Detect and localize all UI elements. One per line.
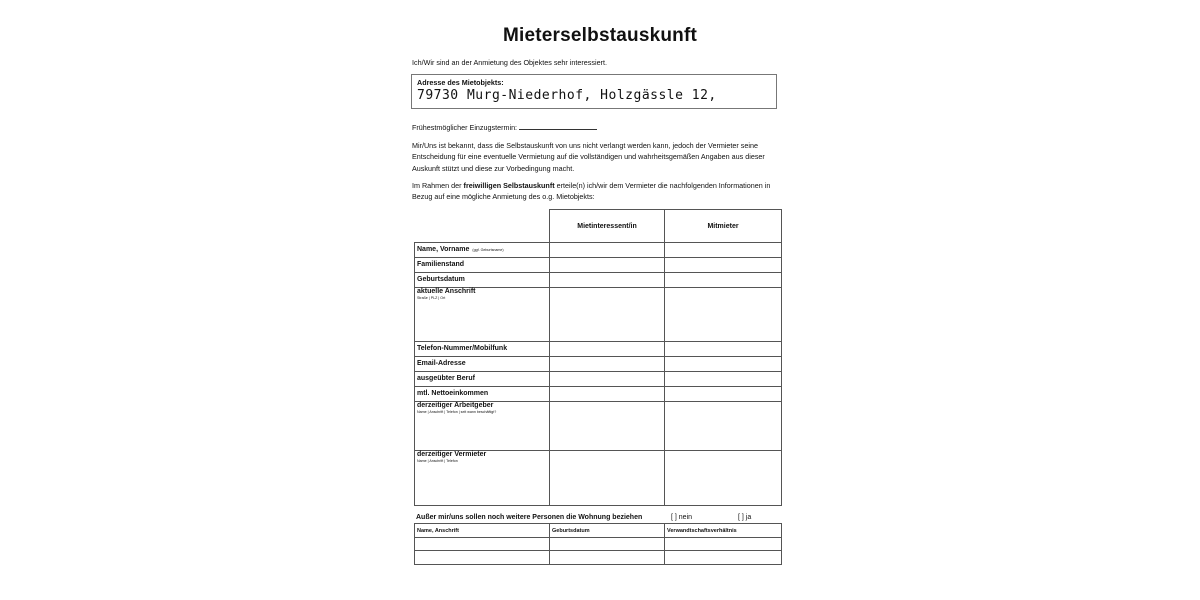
co-tenant-cell[interactable] xyxy=(665,258,782,273)
table-row xyxy=(415,342,782,357)
applicant-cell[interactable] xyxy=(550,387,665,402)
table-row xyxy=(415,258,782,273)
row-note: Name | Anschrift | Telefon xyxy=(417,459,458,463)
row-note: (ggf. Geburtsname) xyxy=(472,248,504,252)
row-label: derzeitiger Arbeitgeber xyxy=(417,402,494,409)
applicant-cell[interactable] xyxy=(550,342,665,357)
applicant-cell[interactable] xyxy=(550,273,665,288)
persons-header-relationship: Verwandtschaftsverhältnis xyxy=(665,524,782,538)
persons-header-row xyxy=(415,524,782,538)
move-in-date-field[interactable] xyxy=(519,122,597,130)
co-tenant-cell[interactable] xyxy=(665,387,782,402)
row-label: derzeitiger Vermieter xyxy=(417,451,487,458)
table-row xyxy=(415,387,782,402)
row-label-cell xyxy=(415,372,550,387)
additional-persons-question: Außer mir/uns sollen noch weitere Personen die Wohnung beziehen xyxy=(416,514,643,521)
consent-paragraph xyxy=(412,180,790,203)
applicant-cell[interactable] xyxy=(550,402,665,451)
persons-cell[interactable] xyxy=(665,538,782,551)
persons-cell[interactable] xyxy=(415,538,550,551)
co-tenant-cell[interactable] xyxy=(665,451,782,506)
header-applicant: Mietinteressent/in xyxy=(550,210,665,243)
row-label: Familienstand xyxy=(417,261,465,268)
option-yes-checkbox[interactable]: [ ] ja xyxy=(738,514,752,521)
persons-cell[interactable] xyxy=(550,551,665,565)
applicant-cell[interactable] xyxy=(550,451,665,506)
row-label: Telefon-Nummer/Mobilfunk xyxy=(417,345,508,352)
row-label-cell xyxy=(415,451,550,506)
consent-bold: freiwilligen Selbstauskunft xyxy=(463,181,555,190)
co-tenant-cell[interactable] xyxy=(665,402,782,451)
row-label: aktuelle Anschrift xyxy=(417,288,476,295)
persons-cell[interactable] xyxy=(550,538,665,551)
applicant-cell[interactable] xyxy=(550,357,665,372)
persons-cell[interactable] xyxy=(665,551,782,565)
table-row xyxy=(415,243,782,258)
applicant-cell[interactable] xyxy=(550,372,665,387)
header-blank-cell xyxy=(415,210,550,243)
row-label: ausgeübter Beruf xyxy=(417,375,475,382)
header-co-tenant: Mitmieter xyxy=(665,210,782,243)
table-row xyxy=(415,551,782,565)
persons-table xyxy=(414,523,782,565)
page-title: Mieterselbstauskunft xyxy=(502,25,698,46)
persons-header-name: Name, Anschrift xyxy=(415,524,550,538)
applicant-cell[interactable] xyxy=(550,243,665,258)
row-label-cell xyxy=(415,387,550,402)
row-note: Name | Anschrift | Telefon | seit wann beschäftigt? xyxy=(417,410,497,414)
co-tenant-cell[interactable] xyxy=(665,357,782,372)
table-row xyxy=(415,288,782,342)
row-label: Name, Vorname xyxy=(417,246,470,253)
table-row xyxy=(415,538,782,551)
applicant-table xyxy=(414,209,782,506)
table-header-row xyxy=(415,210,782,243)
info-paragraph: Mir/Uns ist bekannt, dass die Selbstauskunft von uns nicht verlangt werden kann, jedoch der Vermieter seine Entscheidung für eine eventuelle Vermietung auf die vollständigen und wahrheitsgemäßen Angaben aus dieser Auskunft stützt und diese zur Vorbedingung macht. xyxy=(412,141,765,173)
applicant-cell[interactable] xyxy=(550,288,665,342)
table-row xyxy=(415,357,782,372)
table-row xyxy=(415,372,782,387)
intro-text: Ich/Wir sind an der Anmietung des Objektes sehr interessiert. xyxy=(412,58,607,67)
co-tenant-cell[interactable] xyxy=(665,273,782,288)
table-row xyxy=(415,273,782,288)
option-no-checkbox[interactable]: [ ] nein xyxy=(671,514,693,521)
persons-cell[interactable] xyxy=(415,551,550,565)
row-label: mtl. Nettoeinkommen xyxy=(417,390,489,397)
co-tenant-cell[interactable] xyxy=(665,342,782,357)
consent-pre: Im Rahmen der xyxy=(412,181,462,190)
table-row xyxy=(415,402,782,451)
address-box[interactable] xyxy=(411,74,777,109)
move-in-label: Frühestmöglicher Einzugstermin: xyxy=(412,123,518,132)
co-tenant-cell[interactable] xyxy=(665,372,782,387)
row-label-cell xyxy=(415,258,550,273)
row-label-cell xyxy=(415,402,550,451)
row-label-cell xyxy=(415,273,550,288)
row-label: Email-Adresse xyxy=(417,360,466,367)
co-tenant-cell[interactable] xyxy=(665,288,782,342)
move-in-row xyxy=(412,122,597,134)
row-label: Geburtsdatum xyxy=(417,276,465,283)
consent-post: erteile(n) ich/wir dem Vermieter die nachfolgenden Informationen in Bezug auf eine mögliche Anmietung des o.g. Mietobjekts: xyxy=(412,181,771,202)
row-label-cell xyxy=(415,342,550,357)
persons-header-birthdate: Geburtsdatum xyxy=(550,524,665,538)
address-label: Adresse des Mietobjekts: xyxy=(417,78,504,87)
row-label-cell xyxy=(415,243,550,258)
row-label-cell xyxy=(415,357,550,372)
row-note: Straße | PLZ | Ort xyxy=(417,296,446,300)
address-value[interactable]: 79730 Murg-Niederhof, Holzgässle 12, xyxy=(417,88,717,103)
row-label-cell xyxy=(415,288,550,342)
applicant-cell[interactable] xyxy=(550,258,665,273)
table-row xyxy=(415,451,782,506)
co-tenant-cell[interactable] xyxy=(665,243,782,258)
